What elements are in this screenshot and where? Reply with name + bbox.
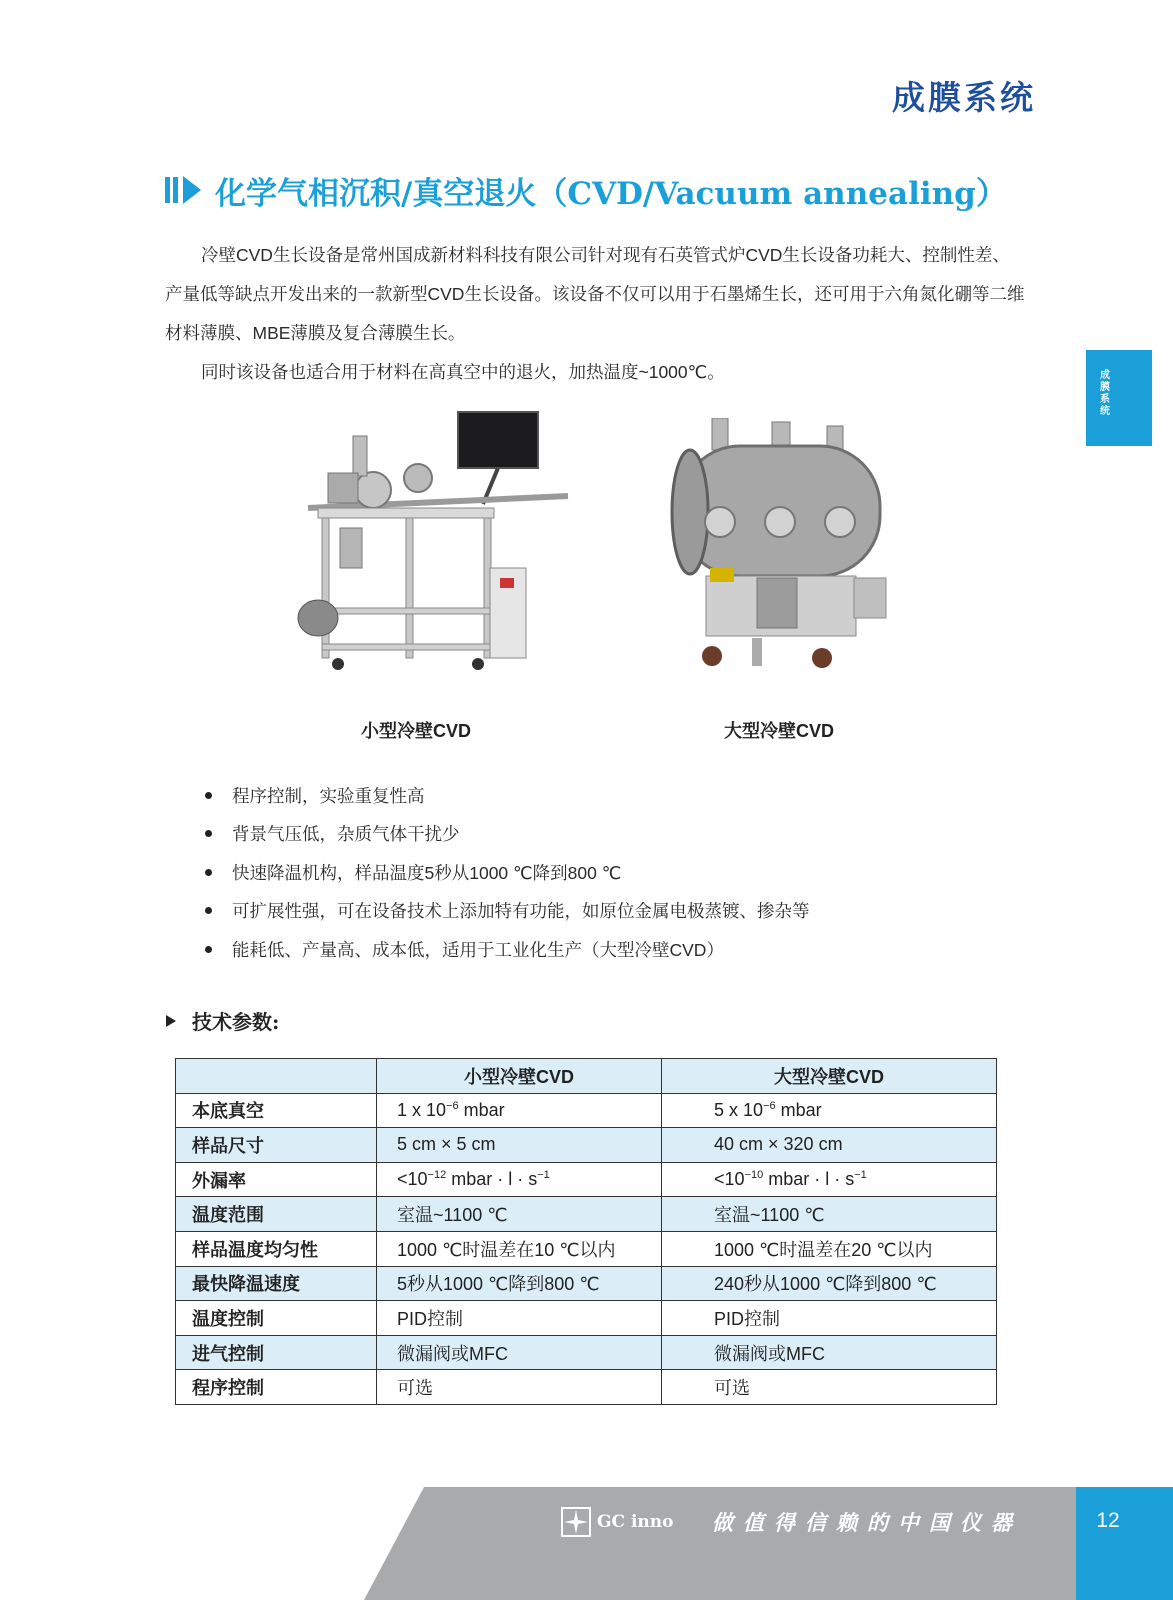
spec-table (175, 1058, 997, 1405)
large-cvd-photo (662, 418, 902, 682)
feature-list (205, 776, 810, 969)
list-item: 程序控制，实验重复性高 (205, 776, 810, 815)
table-row: 样品尺寸 5 cm × 5 cm 40 cm × 320 cm (176, 1128, 997, 1163)
small-cvd-caption: 小型冷壁CVD (361, 721, 472, 741)
bullet-icon (205, 792, 212, 799)
small-cvd-photo (278, 408, 578, 680)
table-header-row (176, 1059, 997, 1094)
bullet-icon (205, 869, 212, 876)
intro-paragraph-1: 冷壁CVD生长设备是常州国成新材料科技有限公司针对现有石英管式炉CVD生长设备功耗大、控制性差、产量低等缺点开发出来的一款新型CVD生长设备。该设备不仅可以用于石墨烯生长，还可用于六角氮化硼等二维材料薄膜、MBE薄膜及复合薄膜生长。 (165, 245, 1025, 343)
table-row: 温度范围 室温~1100 ℃ 室温~1100 ℃ (176, 1197, 997, 1232)
table-header-cell: 大型冷壁CVD (662, 1059, 997, 1094)
table-row: 样品温度均匀性 1000 ℃时温差在10 ℃以内 1000 ℃时温差在20 ℃以内 (176, 1231, 997, 1266)
list-item: 可扩展性强，可在设备技术上添加特有功能，如原位金属电极蒸镀、掺杂等 (205, 892, 810, 931)
list-item: 背景气压低，杂质气体干扰少 (205, 815, 810, 854)
table-row: 最快降温速度 5秒从1000 ℃降到800 ℃ 240秒从1000 ℃降到800 ℃ (176, 1266, 997, 1301)
footer (0, 1487, 1173, 1600)
bullet-icon (205, 946, 212, 953)
side-tab (1086, 350, 1152, 446)
spec-heading: 技术参数: (166, 1006, 279, 1035)
intro-paragraph-2: 同时该设备也适合用于材料在高真空中的退火，加热温度~1000℃。 (201, 362, 725, 382)
triangle-icon (166, 1015, 176, 1027)
footer-slogan: 做值得信赖的中国仪器 (712, 1510, 1022, 1535)
table-row: 程序控制 可选 可选 (176, 1370, 997, 1405)
list-item: 快速降温机构，样品温度5秒从1000 ℃降到800 ℃ (205, 853, 810, 892)
side-tab-label: 成膜系统 (1100, 370, 1110, 417)
bullet-icon (205, 907, 212, 914)
table-row: 温度控制 PID控制 PID控制 (176, 1301, 997, 1336)
section-title: 成膜系统 (892, 78, 1036, 117)
table-header-cell (176, 1059, 377, 1094)
footer-logo (561, 1507, 673, 1537)
intro-text (165, 236, 1025, 392)
logo-text: GC inno (597, 1512, 674, 1532)
table-header-cell: 小型冷壁CVD (377, 1059, 662, 1094)
footer-band (364, 1487, 1076, 1600)
table-row: 外漏率 $<10^{-12}$ mbar · $l \cdot s^{-1}$ $<10^{-10}$ mbar · $l \cdot s^{-1}$ (176, 1162, 997, 1197)
table-row: 本底真空 1 x $10^{-6}$ mbar 5 x $10^{-6}$ mbar (176, 1093, 997, 1128)
heading-marker-icon (165, 176, 201, 204)
large-cvd-caption: 大型冷壁CVD (724, 721, 835, 741)
page-heading (165, 170, 1007, 210)
page-number-box (1076, 1487, 1173, 1600)
page-number: 12 (1096, 1509, 1120, 1532)
table-row: 进气控制 微漏阀或MFC 微漏阀或MFC (176, 1335, 997, 1370)
gc-inno-logo-icon (561, 1507, 591, 1537)
list-item: 能耗低、产量高、成本低，适用于工业化生产（大型冷壁CVD） (205, 930, 810, 969)
bullet-icon (205, 830, 212, 837)
heading-text: 化学气相沉积/真空退火（CVD/Vacuum annealing） (215, 175, 1007, 212)
